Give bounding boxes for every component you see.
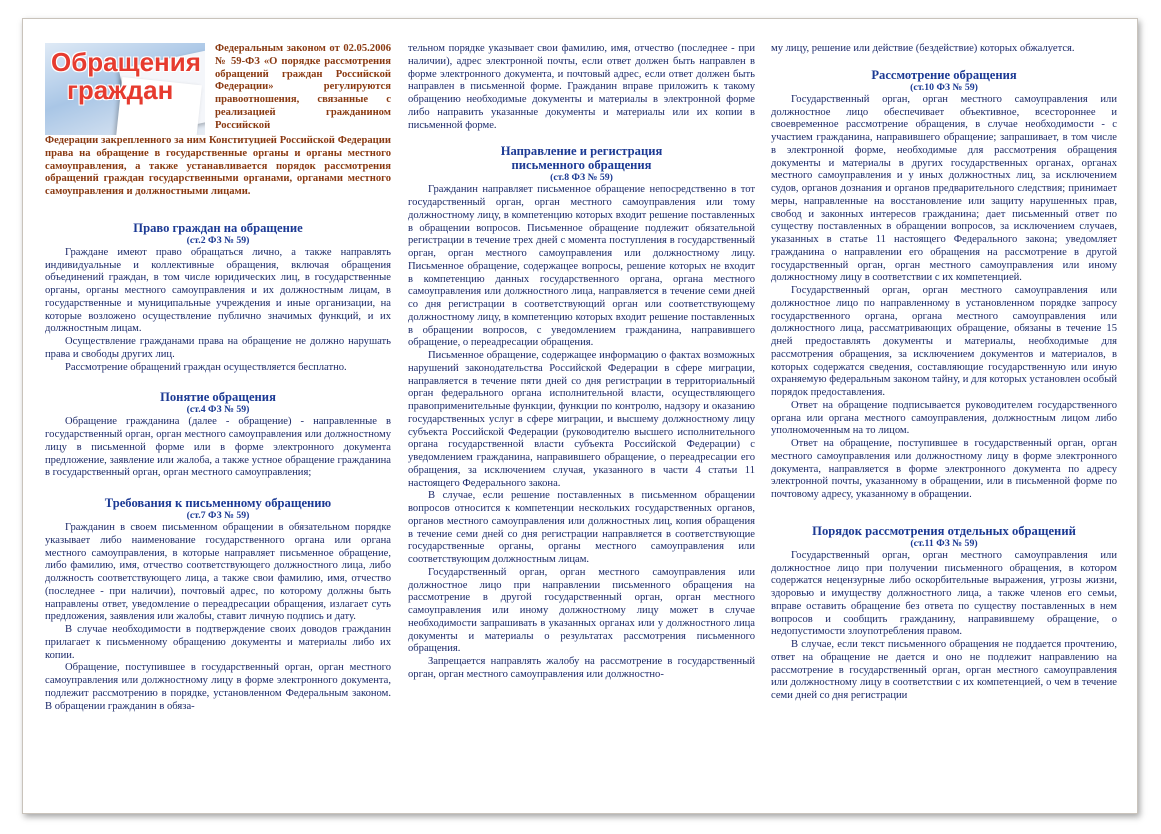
logo-line-1: Обращения: [51, 47, 201, 77]
paragraph: Обращение, поступившее в государственный орган, орган местного самоуправления или должностному лицу в форме электронного документа, подлежит рассмотрению в порядке, установленном Федеральным законом. В обращении гражданин в обяза-: [45, 662, 391, 712]
column-1: [45, 43, 391, 713]
intro-side-text: Федеральным законом от 02.05.2006 № 59-ФЗ «О порядке рассмотрения обращений граждан Российской Федерации» регулируются правоотношения, связанные с реализацией гражданином Российской: [215, 43, 391, 131]
section-title-line-2: письменного обращения: [511, 158, 652, 173]
brochure-logo: [45, 43, 205, 135]
column-3: [771, 43, 1117, 703]
paragraph: Письменное обращение, содержащее информацию о фактах возможных нарушений законодательства Российской Федерации в сфере миграции, направляется в течение пяти дней со дня регистрации в территориальный орган федерального органа исполнительной власти, осуществляющего правоприменительные функции, функции по контролю, надзору и оказанию государственных услуг в сфере миграции, и высшему должностному лицу субъекта Российской Федерации (руководителю высшего исполнительного органа государственной власти субъекта Российской Федерации) с уведомлением гражданина, направившего обращение, о переадресации его обращения, за исключением случая, указанного в части 4 статьи 11 настоящего Федерального закона.: [408, 350, 755, 489]
section-ref: (ст.10 ФЗ № 59): [910, 81, 978, 93]
paragraph: Государственный орган, орган местного самоуправления или должностное лицо при получении письменного обращения, в котором содержатся нецензурные либо оскорбительные выражения, угрозы жизни, здоровью и имуществу должностного лица, а также членов его семьи, вправе оставить обращение без ответа по существу поставленных в нем вопросов и сообщить гражданину, направившему обращение, о недопустимости злоупотребления правом.: [771, 549, 1117, 638]
paragraph: Гражданин в своем письменном обращении в обязательном порядке указывает либо наименование государственного органа или органа местного самоуправления, в которые направляет письменное обращение, либо фамилию, имя, отчество соответствующего должностного лица, либо должность соответствующего лица, а также свои фамилию, имя, отчество (последнее - при наличии), почтовый адрес, по которому должны быть направлены ответ, уведомление о переадресации обращения, излагает суть предложения, заявления или жалобы, ставит личную подпись и дату.: [45, 522, 391, 623]
logo-line-2: граждан: [67, 75, 174, 105]
paragraph: В случае, если текст письменного обращения не поддается прочтению, ответ на обращение не дается и оно не подлежит направлению на рассмотрение в государственный орган, орган местного самоуправления или должностному лицу в соответствии с их компетенцией, о чем в течение семи дней со дня регистрации: [771, 639, 1117, 701]
paragraph: Обращение гражданина (далее - обращение) - направленные в государственный орган, орган местного самоуправления или должностному лицу в письменной форме или в форме электронного документа предложение, заявление или жалоба, а также устное обращение гражданина в государственный орган, орган местного самоуправления;: [45, 416, 391, 479]
paragraph: Гражданин направляет письменное обращение непосредственно в тот государственный орган, орган местного самоуправления или тому должностному лицу, в компетенцию которых входит решение поставленных в обращении вопросов. Письменное обращение подлежит обязательной регистрации в течение трех дней с момента поступления в государственный орган, орган местного самоуправления или должностному лицу. Письменное обращение, содержащее вопросы, решение которых не входит в компетенцию данных государственного органа, органа местного самоуправления или должностного лица, направляется в течение семи дней со дня регистрации в соответствующий орган или соответствующему должностному лицу, в компетенцию которых входит решение поставленных в обращении вопросов, с уведомлением гражданина, направившего обращение, о переадресации обращения.: [408, 184, 755, 349]
intro-block: [45, 43, 391, 135]
section-ref: (ст.8 ФЗ № 59): [550, 172, 613, 184]
paragraph: Запрещается направлять жалобу на рассмотрение в государственный орган, орган местного самоуправления или должностно-: [408, 656, 755, 680]
section-title-line-1: Направление и регистрация: [500, 144, 663, 159]
section-ref: (ст.7 ФЗ № 59): [186, 510, 250, 521]
section-title: Понятие обращения: [160, 390, 276, 405]
section-title: Рассмотрение обращения: [871, 67, 1017, 82]
paragraph: Государственный орган, орган местного самоуправления или должностное лицо по направленному в установленном порядке запросу государственного органа, органа местного самоуправления или должностного лица, рассматривающих обращение, обязаны в течение 15 дней предоставлять документы и материалы, необходимые для рассмотрения обращения, за исключением документов и материалов, в которых содержатся сведения, составляющие государственную или иную охраняемую федеральным законом тайну, и для которых установлен особый порядок предоставления.: [771, 285, 1117, 398]
section-ref: (ст.11 ФЗ № 59): [910, 537, 978, 549]
section-ref: (ст.4 ФЗ № 59): [186, 404, 250, 416]
intro-full-text: Федерации закрепленного за ним Конституцией Российской Федерации права на обращение в государственные органы и органы местного самоуправления, а также устанавливается порядок рассмотрения обращений граждан государственными органами, органами местного самоуправления и должностными лицами.: [45, 135, 391, 197]
paragraph: тельном порядке указывает свои фамилию, имя, отчество (последнее - при наличии), адрес электронной почты, если ответ должен быть направлен в форме электронного документа, и почтовый адрес, если ответ должен быть направлен в письменной форме. Гражданин вправе приложить к такому обращению необходимые документы и материалы в электронной форме либо направить указанные документы и материалы или их копии в письменной форме.: [408, 43, 755, 131]
section-title: Право граждан на обращение: [133, 220, 303, 235]
paragraph: Рассмотрение обращений граждан осуществляется бесплатно.: [65, 361, 347, 373]
brochure-page: [22, 18, 1138, 814]
section-title: Требования к письменному обращению: [104, 496, 332, 510]
paragraph: Государственный орган, орган местного самоуправления или должностное лицо обеспечивает объективное, всестороннее и своевременное рассмотрение обращения, в случае необходимости - с участием гражданина, направившего обращение; запрашивает, в том числе в электронной форме, необходимые для рассмотрения обращения документы и материалы в других государственных органах, органах местного самоуправления и у иных должностных лиц, за исключением судов, органов дознания и органов предварительного следствия; принимает меры, направленные на восстановление или защиту нарушенных прав, свобод и законных интересов гражданина; дает письменный ответ по существу поставленных в обращении вопросов, за исключением случаев, указанных в статье 11 настоящего Федерального закона; уведомляет гражданина о направлении его обращения на рассмотрение в другой государственный орган, орган местного самоуправления или иному должностному лицу в соответствии с их компетенцией.: [771, 93, 1117, 284]
paragraph: Ответ на обращение, поступившее в государственный орган, орган местного самоуправления или должностному лицу в форме электронного документа, направляется в форме электронного документа по адресу электронной почты, указанному в обращении, или в письменной форме по почтовому адресу, указанному в обращении.: [771, 438, 1117, 500]
paragraph: Государственный орган, орган местного самоуправления или должностное лицо при направлении письменного обращения на рассмотрение в другой государственный орган, орган местного самоуправления или иному должностному лицу может в случае необходимости запрашивать в указанных органах или у должностного лица документы и материалы о результатах рассмотрения письменного обращения.: [408, 566, 755, 655]
paragraph: В случае, если решение поставленных в письменном обращении вопросов относится к компетенции нескольких государственных органов, органов местного самоуправления или должностных лиц, копия обращения в течение семи дней со дня регистрации направляется в соответствующие государственные органы, органы местного самоуправления или соответствующим должностным лицам.: [408, 490, 755, 565]
paragraph: Осуществление гражданами права на обращение не должно нарушать права и свободы других лиц.: [45, 336, 391, 360]
column-2: [408, 43, 755, 682]
paragraph: Граждане имеют право обращаться лично, а также направлять индивидуальные и коллективные обращения, включая обращения объединений граждан, в том числе юридических лиц, в государственные органы, органы местного самоуправления и их должностным лицам, в государственные и муниципальные учреждения и иные организации, на которые возложено осуществление публично значимых функций, и их должностным лицам.: [45, 246, 391, 335]
paragraph: му лицу, решение или действие (бездействие) которых обжалуется.: [771, 43, 1075, 54]
paragraph: В случае необходимости в подтверждение своих доводов гражданин прилагает к письменному обращению документы и материалы либо их копии.: [45, 624, 391, 661]
section-ref: (ст.2 ФЗ № 59): [186, 234, 250, 246]
paragraph: Ответ на обращение подписывается руководителем государственного органа или органа местного самоуправления, должностным лицом либо уполномоченным на то лицом.: [771, 399, 1117, 437]
section-title: Порядок рассмотрения отдельных обращений: [812, 523, 1076, 538]
